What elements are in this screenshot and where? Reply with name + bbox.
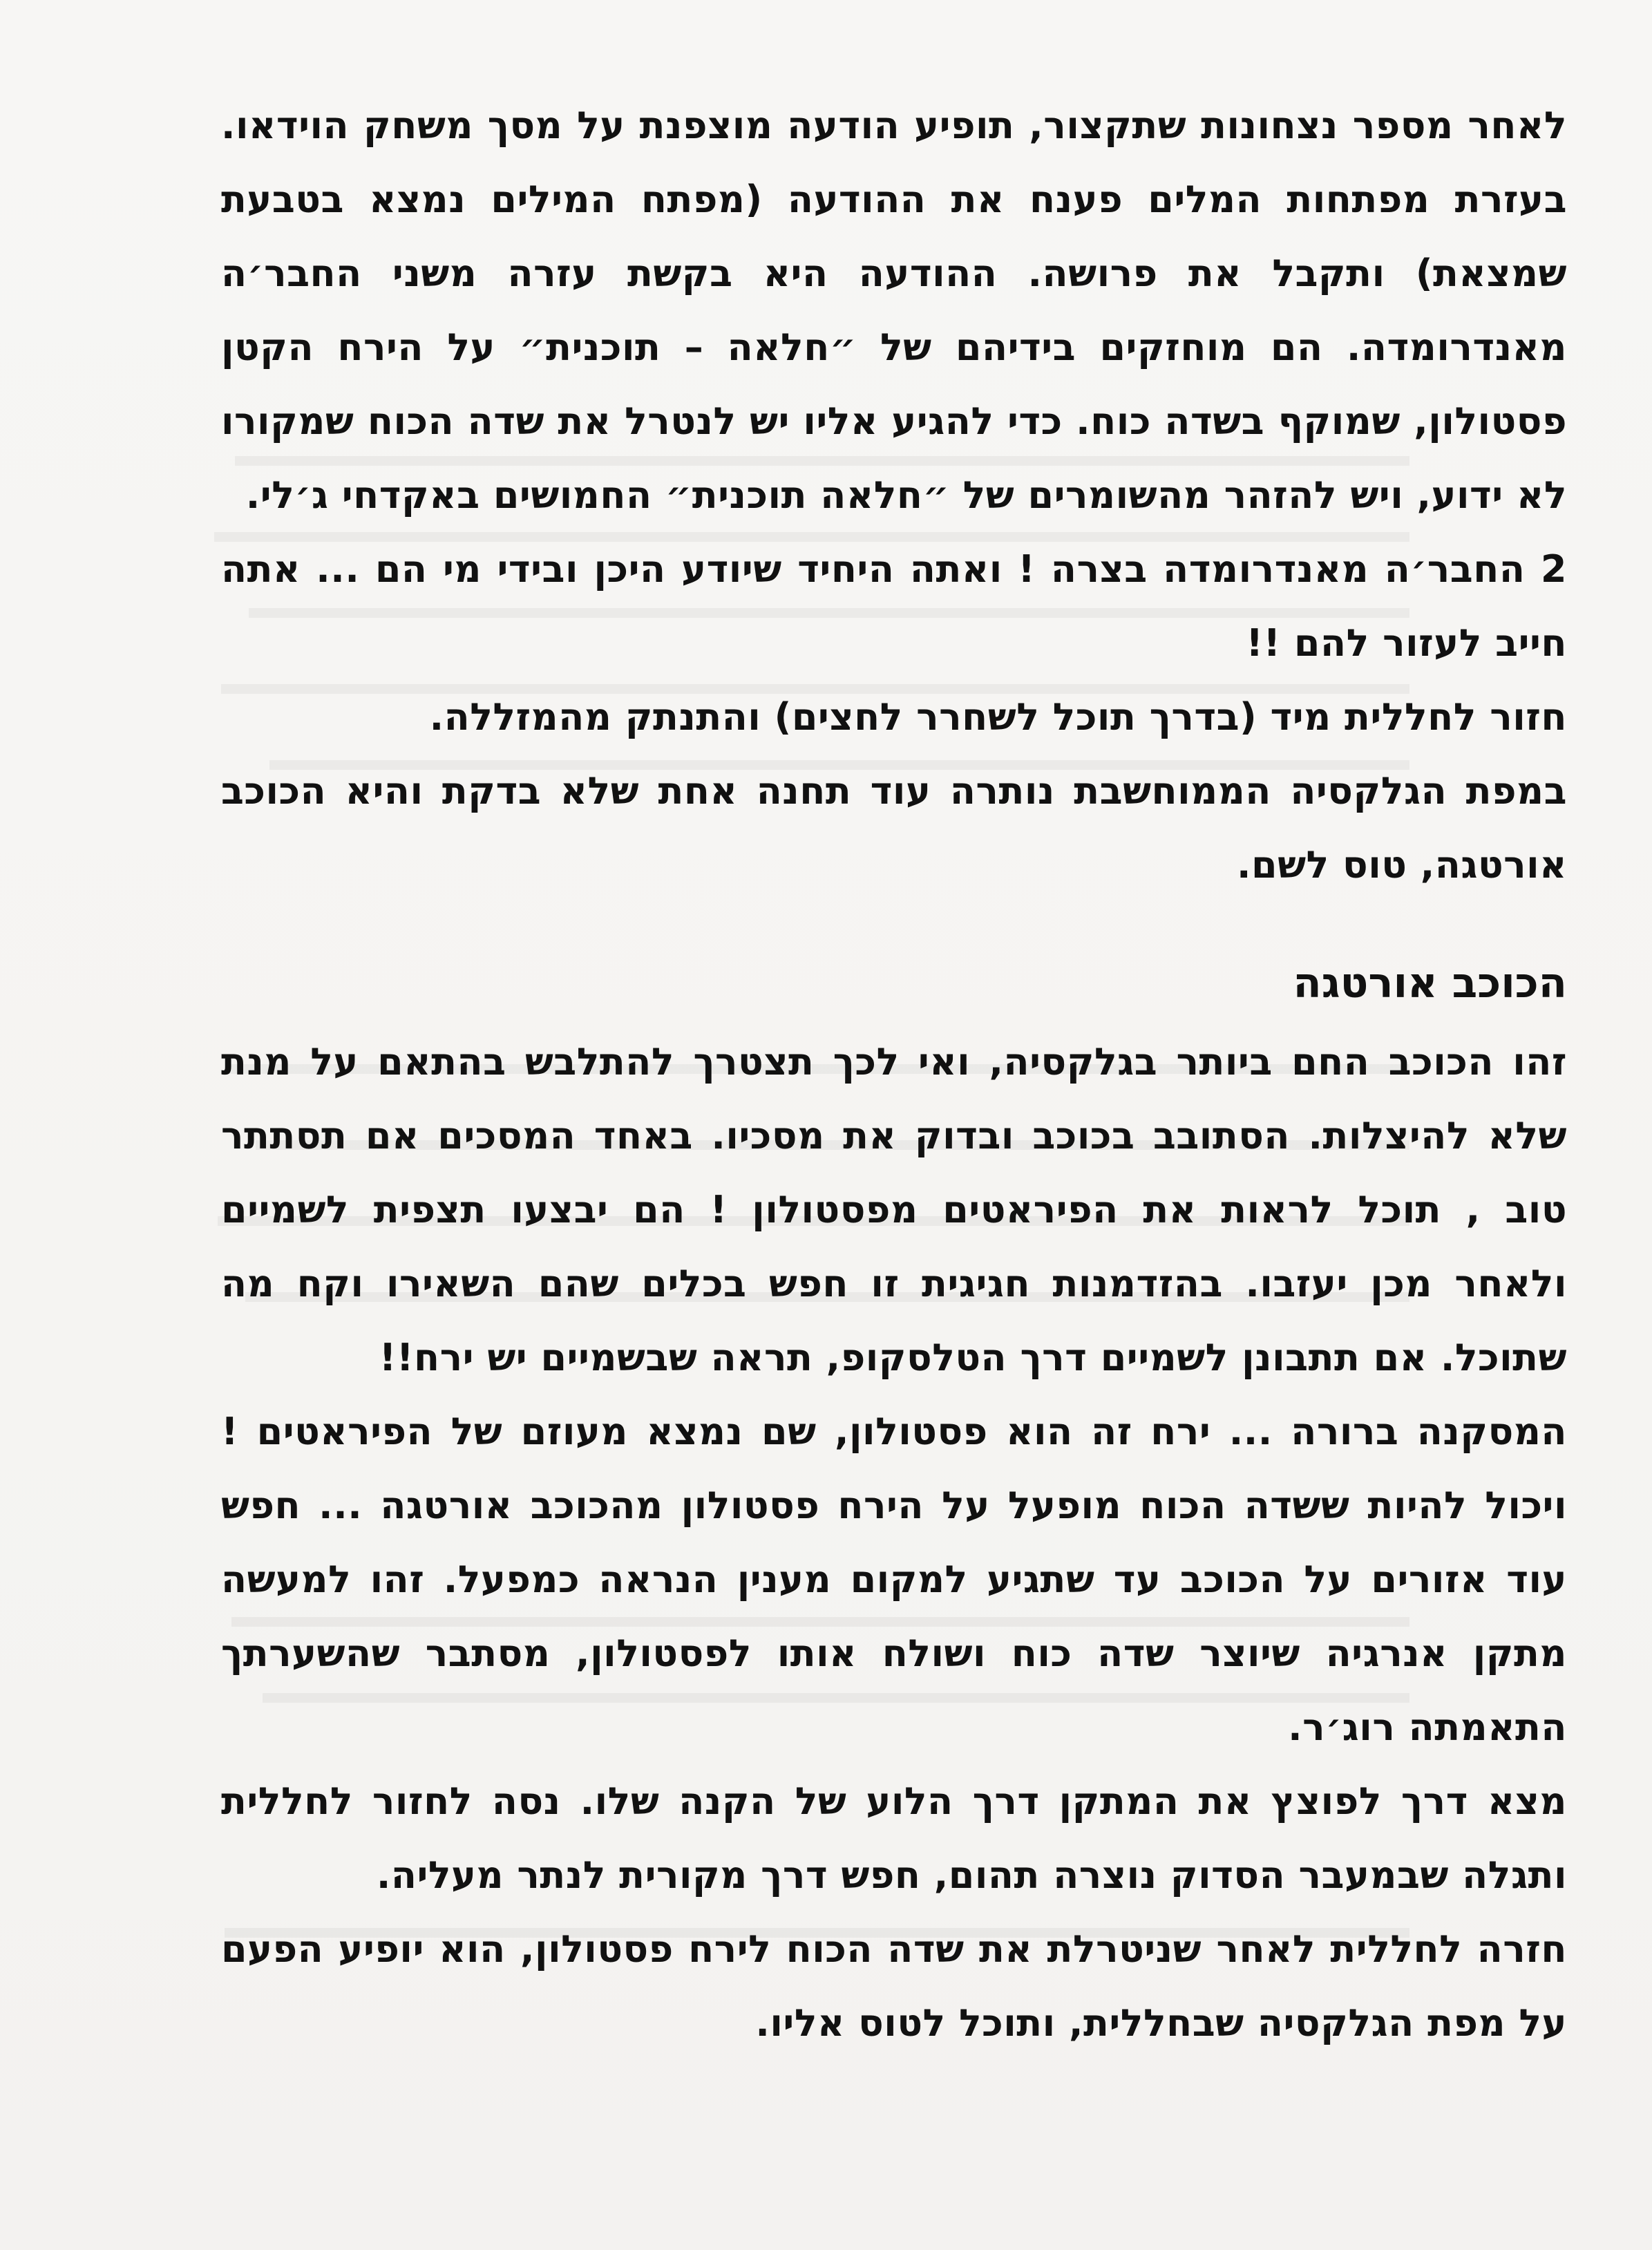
paragraph-galaxy-map: במפת הגלקסיה הממוחשבת נותרה עוד תחנה אחת שלא בדקת והיא הכוכב אורטגה, טוס לשם. — [221, 769, 1567, 887]
paragraph-return-to-ship: חזור לחללית מיד (בדרך תוכל לשחרר לחצים) והתנתק מהמזללה. — [429, 695, 1567, 739]
paragraph-hot-planet: זהו הכוכב החם ביותר בגלקסיה, ואי לכך תצטרך להתלבש בהתאם על מנת שלא להיצלות. הסתובב בכוכב ובדוק את מסכיו. באחד המסכים אם תסתתר טוב , תוכל לראות את הפיראטים מפסטולון ! הם יבצעו תצפית לשמיים ולאחר מכן יעזבו. בהזדמנות חגיגית זו חפש בכלים שהם השאירו וקח מה שתוכל. אם תתבונן לשמיים דרך הטלסקופ, תראה שבשמיים יש ירח!! — [221, 1040, 1567, 1379]
paragraph-blow-up-device: מצא דרך לפוצץ את המתקן דרך הלוע של הקנה שלו. נסה לחזור לחללית ותגלה שבמעבר הסדוק נוצרה תהום, חפש דרך מקורית לנתר מעליה. — [221, 1779, 1567, 1897]
document-body — [221, 88, 1567, 2060]
paragraph-fly-to-pestulon: חזרה לחללית לאחר שניטרלת את שדה הכוח לירח פסטולון, הוא יופיע הפעם על מפת הגלקסיה שבחללית, ותוכל לטוס אליו. — [221, 1927, 1567, 2045]
paragraph-andromeda-guys: 2 החבר׳ה מאנדרומדה בצרה ! ואתה היחיד שיודע היכן ובידי מי הם ... אתה חייב לעזור להם !! — [221, 547, 1567, 665]
paragraph-encrypted-message: לאחר מספר נצחונות שתקצור, תופיע הודעה מוצפנת על מסך משחק הוידאו. בעזרת מפתחות המלים פענח את ההודעה (מפתח המילים נמצא בטבעת שמצאת) ותקבל את פרושה. ההודעה היא בקשת עזרה משני החבר׳ה מאנדרומדה. הם מוחזקים בידיהם של ״חלאה – תוכנית״ על הירח הקטן פסטולון, שמוקף בשדה כוח. כדי להגיע אליו יש לנטרל את שדה הכוח שמקורו לא ידוע, ויש להזהר מהשומרים של ״חלאה תוכנית״ החמושים באקדחי ג׳לי. — [221, 104, 1567, 517]
paragraph-conclusion: המסקנה ברורה ... ירח זה הוא פסטולון, שם נמצא מעוזם של הפיראטים ! ויכול להיות ששדה הכוח מופעל על הירח פסטולון מהכוכב אורטגה ... חפש עוד אזורים על הכוכב עד שתגיע למקום מענין הנראה כמפעל. זהו למעשה מתקן אנרגיה שיוצר שדה כוח ושולח אותו לפסטולון, מסתבר שהשערתך התאמתה רוג׳ר. — [221, 1410, 1567, 1749]
section-heading-ortega: הכוכב אורטגה — [1293, 959, 1567, 1008]
